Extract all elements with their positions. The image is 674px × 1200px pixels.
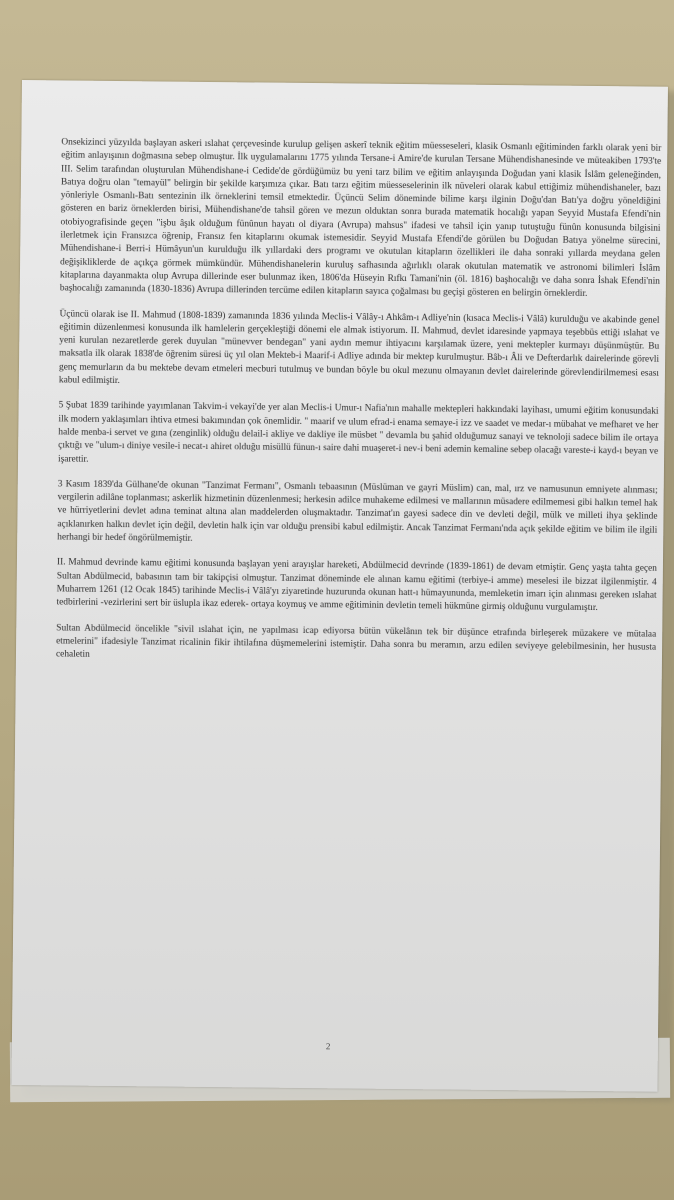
document-page	[11, 80, 667, 1092]
page-number: 2	[325, 1041, 331, 1052]
document-body	[56, 136, 662, 680]
paragraph: 3 Kasım 1839'da Gülhane'de okunan "Tanzimat Fermanı", Osmanlı tebaasının (Müslüman ve gayri Müslim) can, mal, ırz ve namusunun emniyete alınması; vergilerin adilâne toplanması; askerlik hizmetinin düzenlenmesi; herkesin adilce muhakeme edilmesi ve mallarının müsadere edilmemesi gibi halkın temel hak ve hürriyetlerini devlet adına teminat altına alan maddelerden oluşmaktadır. Tanzimat'ın gayesi sadece din ve devleti değil, mülk ve milleti ihya şeklinde açıklanırken halkın devlet için değil, devletin halk için var olduğu prensibi kabul edilmiştir. Ancak Tanzimat Fermanı'nda açık şekilde eğitim ve bilim ile ilgili herhangi bir hedef öngörülmemiştir.	[57, 479, 658, 544]
paragraph: Onsekizinci yüzyılda başlayan askeri ıslahat çerçevesinde kurulup gelişen askerî teknik eğitim müesseseleri, klasik Osmanlı eğitiminden farklı olarak yeni bir eğitim anlayışının doğmasına sebep olmuştur. İlk uygulamalarını 1775 yılında Tersane-i Amire'de kurulan Tersane Mühendishanesinde ve müteakiben 1793'te III. Selim tarafından oluşturulan Mühendishane-i Cedide'de gördüğümüz bu yeni tarz bilim ve eğitim anlayışında Doğudan yani klasik İslâm geleneğinden, Batıya doğru olan "temayül" belirgin bir şekilde karşımıza çıkar. Batı tarzı eğitim müesseselerinin ilk nüveleri olarak kabul ettiğimiz mühendishaneler, bazı yönleriyle Osmanlı-Batı sentezinin ilk örneklerini temsil etmektedir. Üçüncü Selim döneminde bilime karşı ilginin Doğu'dan Batı'ya doğru yöneldiğini gösteren en bariz örneklerden birisi, Mühendishane'de tahsil gören ve mezun olduktan sonra burada matematik hocalığı yapan Seyyid Mustafa Efendi'nin otobiyografisinde geçen "işbu âşık olduğum fünûnun hayatı ol diyara (Avrupa) mahsus" ifadesi ve tahsil için yanıp tutuştuğu fünûn konusunda bilgisini ilerletmek için Fransızca öğrenip, Fransız fen kitaplarını okumak istemesidir. Seyyid Mustafa Efendi'de görülen bu Doğudan Batıya yönelme sürecini, Mühendishane-i Berri-i Hümâyun'un kurulduğu ilk yıllardaki ders programı ve okutulan kitapların özellikleri ile daha sonraki yıllarda meydana gelen değişikliklerde de açıkça görmek mümkündür. Mühendishanelerin kuruluş safhasında ağırlıklı olarak okutulan matematik ve astronomi bilimleri İslâm kitaplarına dayanmakta olup Avrupa dillerinde eser bulunmaz iken, 1806'da Hüseyin Rıfkı Tamani'nin (öl. 1816) başhocalığı ve daha sonra İshak Efendi'nin başhocalığı zamanında (1830-1836) Avrupa dillerinden tercüme edilen kitapların sayıca çoğalması bu geçişi gösteren en belirgin örneklerdir.	[59, 137, 662, 300]
paragraph: 5 Şubat 1839 tarihinde yayımlanan Takvim-i vekayi'de yer alan Meclis-i Umur-ı Nafia'nın mahalle mektepleri hakkındaki layihası, umumi eğitim konusundaki ilk modern yaklaşımları ihtiva etmesi bakımından çok önemlidir. " maarif ve ulum efrad-i enama semaye-i izz ve saadet ve medar-ı mübahat ve mefharet ve her halde menba-i servet ve gına (zenginlik) olduğu delail-i akliye ve dakliye ile müsbet " devamla bu şahid olduğumuz sanayi ve teknoloji sadece bilim ile ortaya çıktığı ve "ulum-ı diniye vesile-i necat-ı ahiret olduğu misüllü fünun-ı saire dahi muaşeret-i nev-i beni ademin kemaline sebep olacağı vareste-i kayd-ı beyan ve işarettir.	[57, 400, 659, 465]
paragraph: Sultan Abdülmecid öncelikle "sivil ıslahat için, ne yapılması icap ediyorsa bütün vükelânın tek bir düşünce etrafında birleşerek müzakere ve mütalaa etmelerini" ifadesiyle Tanzimat ricalinin fikir ihtilafına düşmemelerini istemiştir. Daha sonra bu meramın, arzu edilen seviyeye gelebilmesinin, her hususta cehaletin	[55, 622, 657, 660]
paragraph: Üçüncü olarak ise II. Mahmud (1808-1839) zamanında 1836 yılında Meclis-i Vâlây-ı Ahkâm-ı Adliye'nin (kısaca Meclis-i Vâlâ) kurulduğu ve akabinde genel eğitimin düzenlenmesi konusunda ilk hamlelerin gerçekleştiği dönemi ele almak istiyorum. II. Mahmud, devlet idaresinde yapmaya teşebbüs ettiği ıslahat ve yeni kurulan nezaretlerde gerek duyulan "münevver bendegan" yani aydın memur ihtiyacını karşılamak üzere, yeni mektepler kurmayı düşünmüştür. Bu maksatla ilk olarak 1838'de öğrenim süresi üç yıl olan Mekteb-i Maarif-i Adliye adında bir mektep kurulmuştur. Bâb-ı Âli ve Defterdarlık dairelerinde görevli genç memurların da bu mektebe devam etmeleri mecburi tutulmuş ve bundan böyle bu okul mezunu olmayanın devlet dairelerinde görevlendirilmemesi esası kabul edilmiştir.	[58, 308, 660, 387]
paragraph: II. Mahmud devrinde kamu eğitimi konusunda başlayan yeni arayışlar hareketi, Abdülmecid devrinde (1839-1861) de devam etmiştir. Genç yaşta tahta geçen Sultan Abdülmecid, babasının tam bir takipçisi olmuştur. Tanzimat döneminde ele alınan kamu eğitimi (terbiye-i amme) meselesi ile bizzat ilgilenmiştir. 4 Muharrem 1261 (12 Ocak 1845) tarihinde Meclis-i Vâlâ'yı ziyaretinde huzurunda okunan hatt-ı hümayununda, memleketin imarı için alınması gereken ıslahat tedbirlerini -vezirlerini sert bir üslupla ikaz ederek- ortaya koymuş ve amme eğitiminin devletin temeli hükmüne girmiş olduğunu vurgulamıştır.	[56, 557, 657, 614]
